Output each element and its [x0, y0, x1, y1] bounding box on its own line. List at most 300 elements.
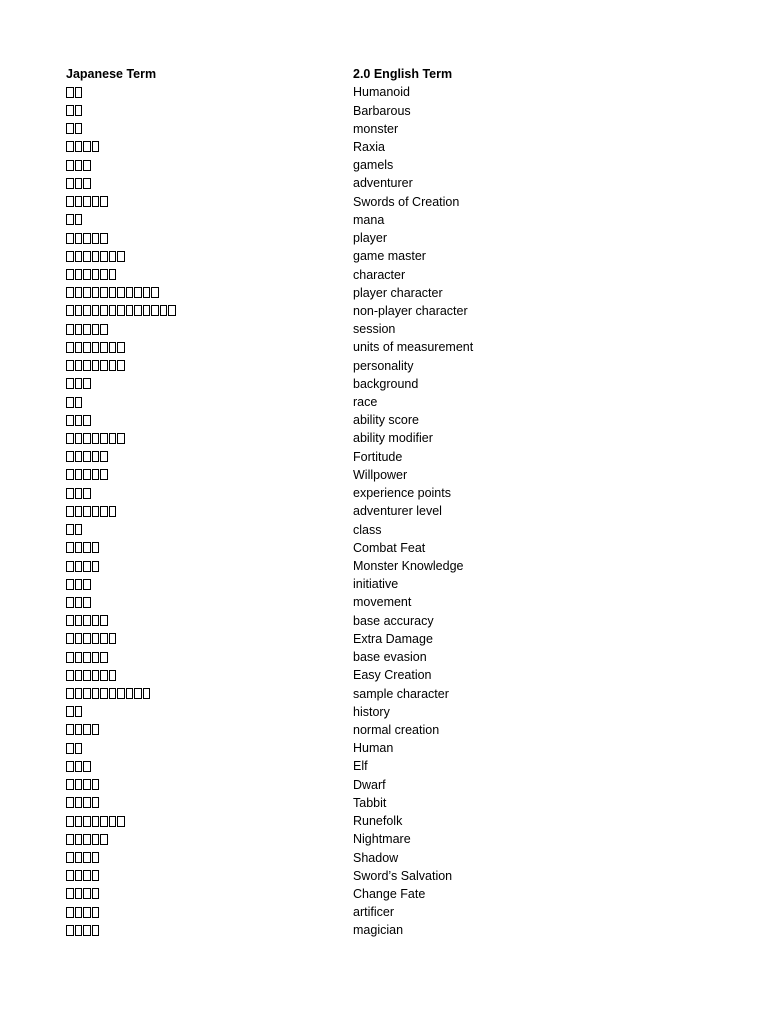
missing-glyph-icon: [83, 907, 91, 918]
table-row: [66, 284, 586, 302]
japanese-term-cell: [66, 196, 353, 207]
english-term-cell: adventurer level: [353, 504, 442, 519]
missing-glyph-icon: [66, 724, 74, 735]
missing-glyph-icon: [66, 87, 74, 98]
missing-glyph-icon: [117, 305, 125, 316]
table-header-row: [66, 65, 586, 83]
table-row: [66, 648, 586, 666]
table-row: [66, 247, 586, 265]
missing-glyph-icon: [75, 670, 83, 681]
missing-glyph-icon: [66, 542, 74, 553]
missing-glyph-icon: [66, 761, 74, 772]
missing-glyph-icon: [83, 378, 91, 389]
missing-glyph-icon: [92, 360, 100, 371]
missing-glyph-icon: [83, 579, 91, 590]
missing-glyph-icon: [92, 287, 100, 298]
missing-glyph-icon: [134, 287, 142, 298]
missing-glyph-icon: [75, 779, 83, 790]
missing-glyph-icon: [66, 123, 74, 134]
table-row: [66, 921, 586, 939]
table-row: [66, 229, 586, 247]
table-row: [66, 684, 586, 702]
missing-glyph-icon: [160, 305, 168, 316]
japanese-term-cell: [66, 688, 353, 699]
japanese-term-cell: [66, 451, 353, 462]
table-row: [66, 575, 586, 593]
missing-glyph-icon: [109, 688, 117, 699]
missing-glyph-icon: [75, 597, 83, 608]
missing-glyph-icon: [109, 360, 117, 371]
missing-glyph-icon: [83, 561, 91, 572]
missing-glyph-icon: [66, 397, 74, 408]
missing-glyph-icon: [75, 269, 83, 280]
table-row: [66, 885, 586, 903]
missing-glyph-icon: [143, 688, 151, 699]
missing-glyph-icon: [109, 633, 117, 644]
japanese-term-cell: [66, 797, 353, 808]
missing-glyph-icon: [75, 397, 83, 408]
missing-glyph-icon: [66, 214, 74, 225]
missing-glyph-icon: [83, 324, 91, 335]
english-term-cell: Monster Knowledge: [353, 559, 464, 574]
missing-glyph-icon: [75, 305, 83, 316]
missing-glyph-icon: [92, 870, 100, 881]
english-term-cell: Raxia: [353, 139, 385, 154]
english-term-cell: Sword’s Salvation: [353, 868, 453, 883]
missing-glyph-icon: [117, 342, 125, 353]
missing-glyph-icon: [83, 816, 91, 827]
table-row: [66, 593, 586, 611]
japanese-term-cell: [66, 633, 353, 644]
missing-glyph-icon: [83, 488, 91, 499]
table-row: [66, 903, 586, 921]
missing-glyph-icon: [151, 287, 159, 298]
missing-glyph-icon: [66, 324, 74, 335]
japanese-term-cell: [66, 834, 353, 845]
english-term-cell: Human: [353, 741, 394, 756]
english-term-cell: game master: [353, 249, 426, 264]
table-row: [66, 83, 586, 101]
missing-glyph-icon: [83, 597, 91, 608]
japanese-term-cell: [66, 251, 353, 262]
missing-glyph-icon: [66, 233, 74, 244]
missing-glyph-icon: [75, 579, 83, 590]
english-term-cell: monster: [353, 121, 399, 136]
table-row: [66, 320, 586, 338]
table-row: [66, 812, 586, 830]
english-term-cell: ability modifier: [353, 431, 433, 446]
missing-glyph-icon: [143, 287, 151, 298]
missing-glyph-icon: [66, 160, 74, 171]
missing-glyph-icon: [151, 305, 159, 316]
missing-glyph-icon: [100, 269, 108, 280]
missing-glyph-icon: [92, 469, 100, 480]
missing-glyph-icon: [100, 633, 108, 644]
missing-glyph-icon: [83, 160, 91, 171]
english-term-cell: Humanoid: [353, 85, 410, 100]
missing-glyph-icon: [100, 451, 108, 462]
table-row: [66, 739, 586, 757]
missing-glyph-icon: [92, 269, 100, 280]
japanese-term-header: Japanese Term: [66, 67, 157, 82]
table-row: [66, 794, 586, 812]
missing-glyph-icon: [83, 779, 91, 790]
missing-glyph-icon: [83, 652, 91, 663]
missing-glyph-icon: [92, 797, 100, 808]
missing-glyph-icon: [75, 141, 83, 152]
missing-glyph-icon: [75, 178, 83, 189]
japanese-term-cell: [66, 141, 353, 152]
missing-glyph-icon: [92, 688, 100, 699]
japanese-term-cell: [66, 670, 353, 681]
missing-glyph-icon: [92, 342, 100, 353]
missing-glyph-icon: [83, 542, 91, 553]
table-row: [66, 502, 586, 520]
missing-glyph-icon: [100, 816, 108, 827]
table-row: [66, 357, 586, 375]
english-term-cell: base accuracy: [353, 613, 434, 628]
missing-glyph-icon: [109, 269, 117, 280]
missing-glyph-icon: [83, 797, 91, 808]
missing-glyph-icon: [100, 506, 108, 517]
table-row: [66, 830, 586, 848]
japanese-term-cell: [66, 524, 353, 535]
missing-glyph-icon: [100, 233, 108, 244]
missing-glyph-icon: [92, 816, 100, 827]
missing-glyph-icon: [100, 670, 108, 681]
english-term-cell: race: [353, 395, 378, 410]
missing-glyph-icon: [75, 415, 83, 426]
english-term-cell: Easy Creation: [353, 668, 432, 683]
missing-glyph-icon: [75, 652, 83, 663]
missing-glyph-icon: [117, 816, 125, 827]
missing-glyph-icon: [83, 925, 91, 936]
english-term-cell: class: [353, 522, 382, 537]
missing-glyph-icon: [109, 251, 117, 262]
english-term-cell: magician: [353, 923, 404, 938]
missing-glyph-icon: [109, 506, 117, 517]
missing-glyph-icon: [75, 888, 83, 899]
japanese-term-cell: [66, 615, 353, 626]
japanese-term-cell: [66, 852, 353, 863]
japanese-term-cell: [66, 433, 353, 444]
missing-glyph-icon: [66, 834, 74, 845]
english-term-cell: artificer: [353, 905, 394, 920]
missing-glyph-icon: [66, 287, 74, 298]
english-term-cell: Swords of Creation: [353, 194, 460, 209]
missing-glyph-icon: [66, 652, 74, 663]
missing-glyph-icon: [75, 160, 83, 171]
missing-glyph-icon: [109, 670, 117, 681]
missing-glyph-icon: [66, 670, 74, 681]
english-term-cell: gamels: [353, 158, 394, 173]
english-term-cell: mana: [353, 212, 385, 227]
missing-glyph-icon: [92, 888, 100, 899]
missing-glyph-icon: [66, 706, 74, 717]
english-term-cell: Runefolk: [353, 814, 403, 829]
english-term-cell: session: [353, 322, 396, 337]
missing-glyph-icon: [83, 196, 91, 207]
english-term-cell: Shadow: [353, 850, 399, 865]
english-term-header: 2.0 English Term: [353, 67, 453, 82]
english-term-cell: ability score: [353, 413, 419, 428]
missing-glyph-icon: [83, 415, 91, 426]
missing-glyph-icon: [100, 196, 108, 207]
missing-glyph-icon: [92, 196, 100, 207]
missing-glyph-icon: [66, 433, 74, 444]
japanese-term-cell: [66, 579, 353, 590]
english-term-cell: normal creation: [353, 722, 440, 737]
missing-glyph-icon: [66, 633, 74, 644]
missing-glyph-icon: [66, 561, 74, 572]
term-table: [66, 65, 586, 940]
missing-glyph-icon: [92, 305, 100, 316]
missing-glyph-icon: [66, 105, 74, 116]
missing-glyph-icon: [100, 469, 108, 480]
missing-glyph-icon: [75, 542, 83, 553]
japanese-term-cell: [66, 907, 353, 918]
missing-glyph-icon: [83, 433, 91, 444]
missing-glyph-icon: [66, 743, 74, 754]
table-row: [66, 211, 586, 229]
missing-glyph-icon: [66, 524, 74, 535]
japanese-term-cell: [66, 415, 353, 426]
missing-glyph-icon: [92, 724, 100, 735]
missing-glyph-icon: [66, 469, 74, 480]
missing-glyph-icon: [66, 870, 74, 881]
missing-glyph-icon: [75, 87, 83, 98]
japanese-term-cell: [66, 378, 353, 389]
missing-glyph-icon: [168, 305, 176, 316]
missing-glyph-icon: [83, 269, 91, 280]
missing-glyph-icon: [75, 561, 83, 572]
missing-glyph-icon: [66, 360, 74, 371]
missing-glyph-icon: [83, 305, 91, 316]
japanese-term-cell: [66, 542, 353, 553]
missing-glyph-icon: [83, 287, 91, 298]
missing-glyph-icon: [66, 196, 74, 207]
english-term-cell: Combat Feat: [353, 540, 426, 555]
english-term-cell: base evasion: [353, 650, 427, 665]
english-term-cell: sample character: [353, 686, 449, 701]
missing-glyph-icon: [66, 925, 74, 936]
table-row: [66, 867, 586, 885]
missing-glyph-icon: [126, 287, 134, 298]
missing-glyph-icon: [75, 743, 83, 754]
missing-glyph-icon: [83, 724, 91, 735]
missing-glyph-icon: [83, 251, 91, 262]
missing-glyph-icon: [66, 597, 74, 608]
missing-glyph-icon: [92, 506, 100, 517]
table-row: [66, 265, 586, 283]
table-row: [66, 138, 586, 156]
missing-glyph-icon: [100, 834, 108, 845]
missing-glyph-icon: [92, 141, 100, 152]
japanese-term-cell: [66, 469, 353, 480]
missing-glyph-icon: [92, 615, 100, 626]
english-term-cell: Nightmare: [353, 832, 411, 847]
table-row: [66, 448, 586, 466]
missing-glyph-icon: [66, 579, 74, 590]
missing-glyph-icon: [83, 870, 91, 881]
missing-glyph-icon: [92, 834, 100, 845]
missing-glyph-icon: [75, 852, 83, 863]
missing-glyph-icon: [100, 652, 108, 663]
missing-glyph-icon: [75, 378, 83, 389]
english-term-cell: experience points: [353, 486, 451, 501]
japanese-term-cell: [66, 870, 353, 881]
missing-glyph-icon: [75, 123, 83, 134]
missing-glyph-icon: [126, 305, 134, 316]
missing-glyph-icon: [92, 561, 100, 572]
missing-glyph-icon: [83, 834, 91, 845]
missing-glyph-icon: [100, 324, 108, 335]
english-term-cell: Change Fate: [353, 886, 426, 901]
missing-glyph-icon: [92, 670, 100, 681]
table-row: [66, 429, 586, 447]
missing-glyph-icon: [109, 287, 117, 298]
table-row: [66, 393, 586, 411]
missing-glyph-icon: [75, 925, 83, 936]
english-term-cell: Elf: [353, 759, 368, 774]
missing-glyph-icon: [100, 688, 108, 699]
missing-glyph-icon: [92, 925, 100, 936]
table-row: [66, 193, 586, 211]
japanese-term-cell: [66, 233, 353, 244]
missing-glyph-icon: [66, 178, 74, 189]
table-row: [66, 757, 586, 775]
missing-glyph-icon: [92, 542, 100, 553]
missing-glyph-icon: [75, 105, 83, 116]
missing-glyph-icon: [66, 269, 74, 280]
english-term-cell: character: [353, 267, 406, 282]
english-term-cell: movement: [353, 595, 412, 610]
table-row: [66, 539, 586, 557]
table-row: [66, 302, 586, 320]
missing-glyph-icon: [66, 451, 74, 462]
missing-glyph-icon: [83, 360, 91, 371]
english-term-cell: initiative: [353, 577, 399, 592]
missing-glyph-icon: [92, 433, 100, 444]
missing-glyph-icon: [75, 233, 83, 244]
missing-glyph-icon: [75, 324, 83, 335]
missing-glyph-icon: [75, 488, 83, 499]
english-term-cell: non-player character: [353, 303, 468, 318]
missing-glyph-icon: [75, 761, 83, 772]
japanese-term-cell: [66, 506, 353, 517]
missing-glyph-icon: [83, 615, 91, 626]
missing-glyph-icon: [92, 779, 100, 790]
missing-glyph-icon: [83, 688, 91, 699]
missing-glyph-icon: [66, 305, 74, 316]
missing-glyph-icon: [117, 360, 125, 371]
missing-glyph-icon: [66, 378, 74, 389]
missing-glyph-icon: [117, 287, 125, 298]
missing-glyph-icon: [100, 360, 108, 371]
japanese-term-cell: [66, 561, 353, 572]
english-term-cell: units of measurement: [353, 340, 474, 355]
japanese-term-cell: [66, 87, 353, 98]
english-term-cell: personality: [353, 358, 414, 373]
missing-glyph-icon: [92, 233, 100, 244]
table-row: [66, 120, 586, 138]
missing-glyph-icon: [75, 251, 83, 262]
missing-glyph-icon: [75, 196, 83, 207]
japanese-term-cell: [66, 160, 353, 171]
missing-glyph-icon: [117, 251, 125, 262]
table-row: [66, 101, 586, 119]
japanese-term-cell: [66, 925, 353, 936]
english-term-cell: Fortitude: [353, 449, 403, 464]
missing-glyph-icon: [75, 907, 83, 918]
missing-glyph-icon: [92, 852, 100, 863]
japanese-term-cell: [66, 287, 353, 298]
missing-glyph-icon: [100, 305, 108, 316]
missing-glyph-icon: [75, 433, 83, 444]
missing-glyph-icon: [143, 305, 151, 316]
missing-glyph-icon: [66, 615, 74, 626]
missing-glyph-icon: [83, 670, 91, 681]
japanese-term-cell: [66, 105, 353, 116]
missing-glyph-icon: [109, 433, 117, 444]
english-term-cell: Tabbit: [353, 795, 387, 810]
japanese-term-cell: [66, 214, 353, 225]
table-row: [66, 375, 586, 393]
missing-glyph-icon: [75, 451, 83, 462]
missing-glyph-icon: [100, 251, 108, 262]
missing-glyph-icon: [92, 451, 100, 462]
missing-glyph-icon: [92, 324, 100, 335]
japanese-term-cell: [66, 178, 353, 189]
missing-glyph-icon: [75, 506, 83, 517]
missing-glyph-icon: [117, 688, 125, 699]
missing-glyph-icon: [75, 524, 83, 535]
english-term-cell: history: [353, 704, 390, 719]
missing-glyph-icon: [75, 469, 83, 480]
english-term-cell: Barbarous: [353, 103, 411, 118]
english-term-cell: player: [353, 231, 388, 246]
missing-glyph-icon: [83, 506, 91, 517]
missing-glyph-icon: [75, 870, 83, 881]
table-row: [66, 721, 586, 739]
japanese-term-cell: [66, 743, 353, 754]
japanese-term-cell: [66, 488, 353, 499]
japanese-term-cell: [66, 888, 353, 899]
missing-glyph-icon: [66, 816, 74, 827]
japanese-term-cell: [66, 761, 353, 772]
japanese-term-cell: [66, 360, 353, 371]
table-row: [66, 666, 586, 684]
english-term-cell: Dwarf: [353, 777, 386, 792]
english-term-cell: Willpower: [353, 467, 408, 482]
table-row: [66, 174, 586, 192]
missing-glyph-icon: [75, 342, 83, 353]
term-rows: [66, 83, 586, 939]
table-row: [66, 703, 586, 721]
japanese-term-cell: [66, 342, 353, 353]
japanese-term-cell: [66, 324, 353, 335]
japanese-term-cell: [66, 269, 353, 280]
missing-glyph-icon: [83, 888, 91, 899]
missing-glyph-icon: [83, 469, 91, 480]
japanese-term-cell: [66, 652, 353, 663]
missing-glyph-icon: [83, 233, 91, 244]
missing-glyph-icon: [83, 852, 91, 863]
missing-glyph-icon: [75, 287, 83, 298]
table-row: [66, 411, 586, 429]
missing-glyph-icon: [75, 633, 83, 644]
english-term-cell: background: [353, 376, 419, 391]
